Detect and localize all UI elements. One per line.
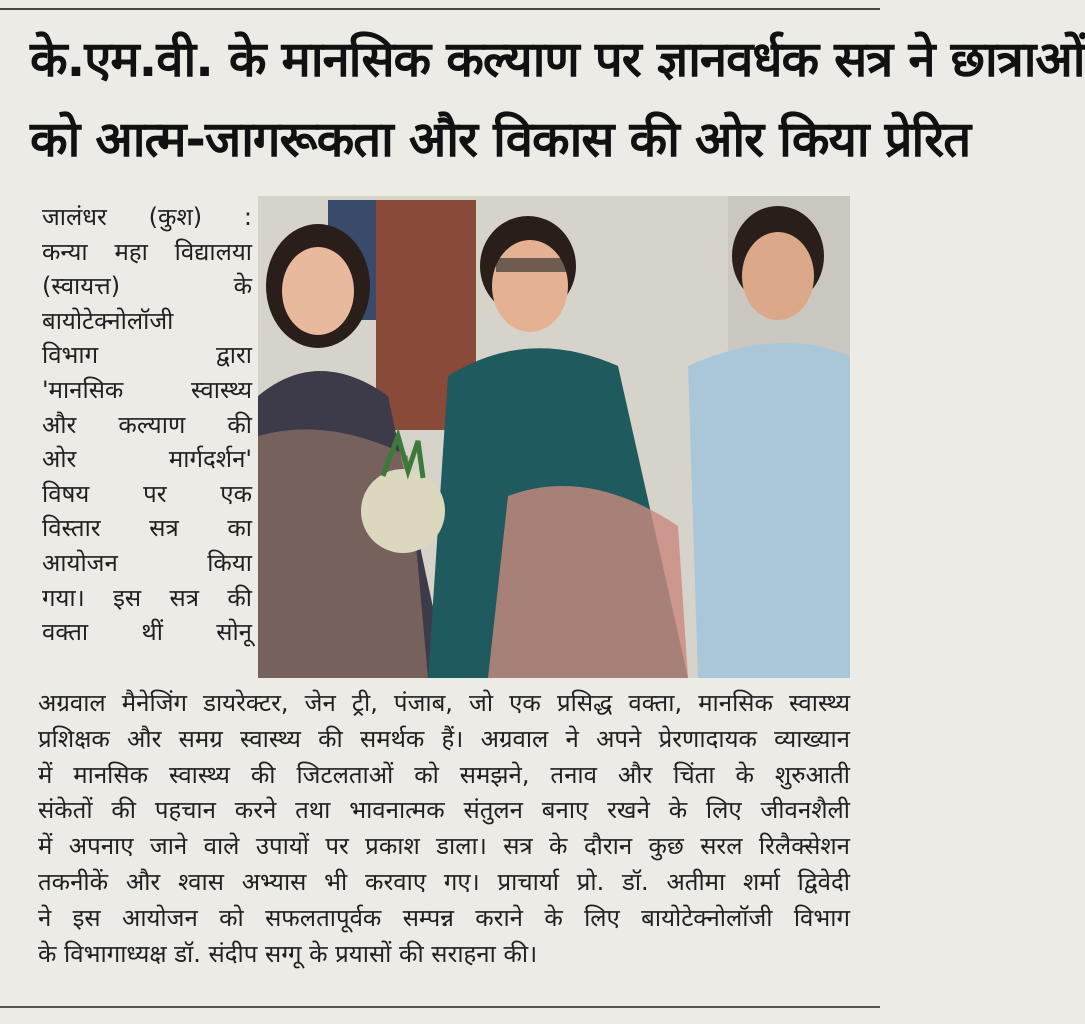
bottom-rule bbox=[0, 1006, 880, 1008]
headline-line-2: को आत्म-जागरूकता और विकास की ओर किया प्रेरित bbox=[30, 111, 971, 168]
article-line: 'मानसिक स्वास्थ्य bbox=[42, 375, 252, 404]
headline-line-1: के.एम.वी. के मानसिक कल्याण पर ज्ञानवर्धक सत्र ने छात्राओं bbox=[30, 31, 1085, 88]
article-line: गया। इस सत्र की bbox=[42, 583, 252, 612]
article-full-width bbox=[38, 686, 850, 972]
article-line: कन्या महा विद्यालया bbox=[42, 237, 252, 266]
article-line: ओर मार्गदर्शन' bbox=[42, 445, 252, 474]
article-line: जालंधर (कुश) : bbox=[42, 203, 252, 231]
article-line: अग्रवाल मैनेजिंग डायरेक्टर, जेन ट्री, पंजाब, जो एक प्रसिद्ध वक्ता, मानसिक स्वास्थ्य bbox=[38, 689, 850, 717]
group-photo-icon bbox=[258, 196, 850, 678]
article-line: आयोजन किया bbox=[42, 548, 252, 577]
article-line: बायोटेक्नोलॉजी bbox=[42, 306, 174, 335]
article-line: संकेतों की पहचान करने तथा भावनात्मक संतुलन बनाए रखने के लिए जीवनशैली bbox=[38, 796, 850, 825]
article-left-column bbox=[42, 200, 252, 650]
article-line: और कल्याण की bbox=[42, 410, 252, 439]
news-photo bbox=[258, 196, 850, 678]
article-line: विभाग द्वारा bbox=[42, 341, 252, 370]
top-rule bbox=[0, 8, 880, 10]
article-line: ने इस आयोजन को सफलतापूर्वक सम्पन्न कराने के लिए बायोटेक्नोलॉजी विभाग bbox=[38, 903, 850, 932]
article-line: तकनीकें और श्वास अभ्यास भी करवाए गए। प्राचार्या प्रो. डॉ. अतीमा शर्मा द्विवेदी bbox=[38, 867, 850, 896]
article-line: के विभागाध्यक्ष डॉ. संदीप सग्गू के प्रयासों की सराहना की। bbox=[38, 939, 538, 968]
headline bbox=[30, 20, 1085, 180]
article-line: विस्तार सत्र का bbox=[42, 514, 252, 543]
article-line: में मानसिक स्वास्थ्य की जिटलताओं को समझने, तनाव और चिंता के शुरुआती bbox=[38, 760, 850, 789]
article-line: प्रशिक्षक और समग्र स्वास्थ्य की समर्थक हैं। अग्रवाल ने अपने प्रेरणादायक व्याख्यान bbox=[38, 724, 850, 753]
article-line: वक्ता थीं सोनू bbox=[42, 618, 252, 647]
article-line: (स्वायत्त) के bbox=[42, 272, 252, 301]
article-line: में अपनाए जाने वाले उपायों पर प्रकाश डाला। सत्र के दौरान कुछ सरल रिलैक्सेशन bbox=[38, 832, 850, 861]
article-line: विषय पर एक bbox=[42, 479, 252, 508]
